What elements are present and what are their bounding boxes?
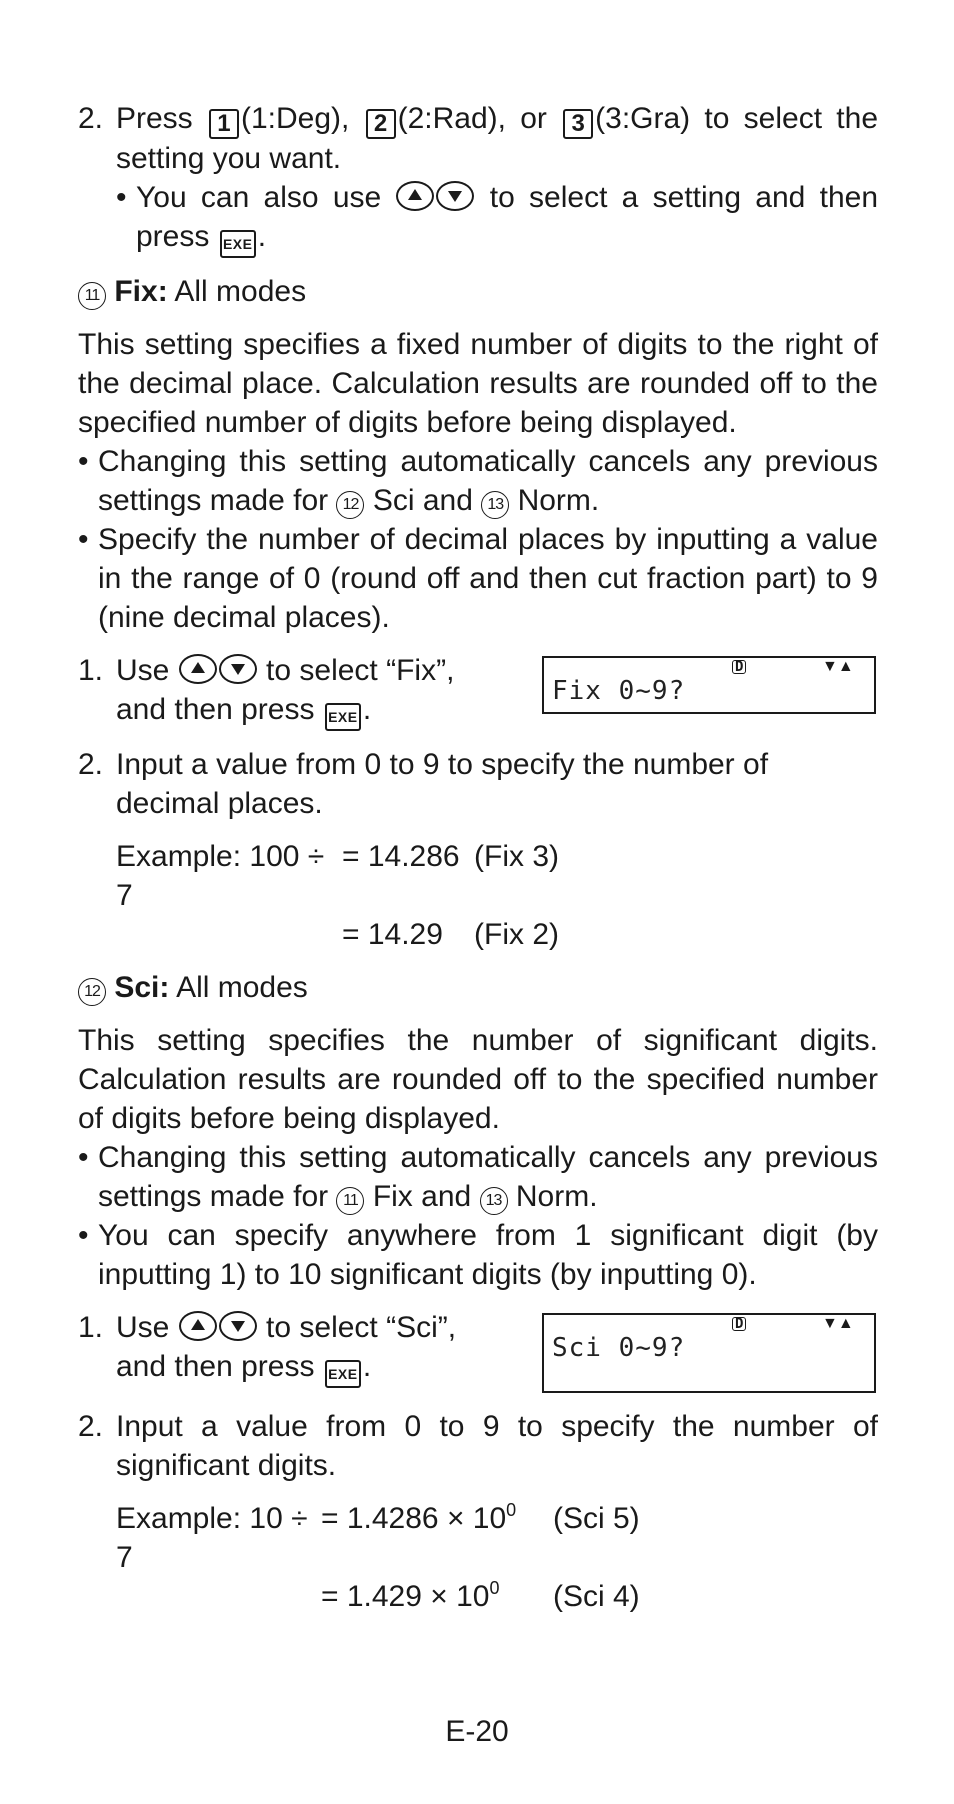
fix-description: This setting specifies a fixed number of digits to the right of the decimal place. Calculation results are rounded off to the specified number of digits before being displayed. [78,328,878,439]
fix-bullet-2: • Specify the number of decimal places by inputting a value in the range of 0 (round off and then cut fraction part) to 9 (nine decimal places). [78,523,878,634]
lcd-text: Sci 0~9? [552,1333,686,1363]
sci-bullet-1: • Changing this setting automatically cancels any previous settings made for 11 Fix and 13 Norm. [78,1141,878,1213]
exe-key-icon: EXE [325,1360,361,1388]
circled-number: 12 [78,978,106,1006]
scroll-arrows-indicator: ▼▲ [822,658,854,675]
lcd-text: Fix 0~9? [552,676,686,706]
lcd-display-sci [542,1313,876,1393]
down-arrow-key-icon [219,654,257,684]
circled-number: 13 [480,1187,508,1215]
sci-example: Example: 10 ÷ 7 = $1.4286 \times 10^0$ (Sci 5) = $1.429 \times 10^0$ (Sci 4) [116,1500,640,1613]
manual-page [78,99,878,1616]
fix-example: Example: 100 ÷ 7 = 14.286 (Fix 3) = 14.29 (Fix 2) [116,840,559,951]
degree-indicator: D [732,660,746,674]
fix-bullet-1: • Changing this setting automatically cancels any previous settings made for 12 Sci and 13 Norm. [78,445,878,517]
section-title: Sci: [114,971,170,1004]
page-number: E-20 [445,1715,509,1748]
exe-key-icon: EXE [325,703,361,731]
circled-number: 12 [336,491,364,519]
step-number: 2. [78,102,104,135]
lcd-display-fix [542,656,876,714]
step-angle-unit: 2. Press 1 (1:Deg), 2 (2:Rad), or 3 (3:Gra) to select the setting you want. • You can also use to select a setting and then press EXE . [78,99,878,258]
fix-step-1: 1. Use to select “Fix”, and then press EXE . D ▼▲ Fix 0~9? [78,651,878,731]
key-3: 3 [563,109,593,139]
exe-key-icon: EXE [220,230,256,258]
section-sci-heading [78,968,878,1007]
circled-number: 13 [481,491,509,519]
section-title: Fix: [114,275,168,308]
sci-bullet-2: • You can specify anywhere from 1 significant digit (by inputting 1) to 10 significant digits (by inputting 0). [78,1219,878,1291]
up-arrow-key-icon [179,1311,217,1341]
key-1: 1 [209,109,239,139]
fix-step-2: 2. Input a value from 0 to 9 to specify the number of decimal places. [78,748,769,820]
degree-indicator: D [732,1317,746,1331]
scroll-arrows-indicator: ▼▲ [822,1315,854,1332]
key-2: 2 [366,109,396,139]
sci-step-1: 1. Use to select “Sci”, and then press EXE . D ▼▲ Sci 0~9? [78,1308,878,1393]
sci-description: This setting specifies the number of significant digits. Calculation results are rounded off to the specified number of digits before being displayed. [78,1024,878,1135]
down-arrow-key-icon [436,181,474,211]
circled-number: 11 [78,282,106,310]
bullet-item: • You can also use to select a setting and then press EXE . [116,178,878,258]
section-subtitle: All modes [176,971,308,1004]
section-subtitle: All modes [174,275,307,308]
up-arrow-key-icon [179,654,217,684]
down-arrow-key-icon [219,1311,257,1341]
sci-step-2: 2. Input a value from 0 to 9 to specify the number of significant digits. [78,1410,878,1482]
section-fix-heading [78,272,878,311]
circled-number: 11 [336,1187,364,1215]
up-arrow-key-icon [396,181,434,211]
